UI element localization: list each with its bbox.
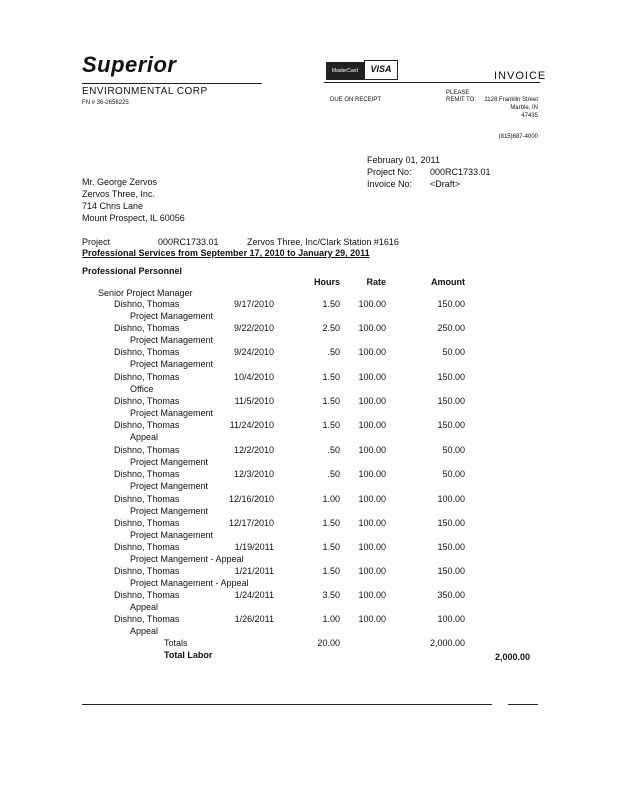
- due-on-receipt: DUE ON RECEIPT: [330, 97, 382, 103]
- project-no-label: Project No:: [367, 167, 412, 177]
- table-row: [0, 347, 618, 371]
- entry-amount: 150.00: [437, 396, 465, 406]
- phone: (815)687-4000: [498, 134, 538, 140]
- entry-desc: Appeal: [130, 626, 159, 636]
- entry-hours: 1.00: [322, 494, 340, 504]
- entry-date: 11/5/2010: [234, 396, 274, 406]
- entry-rate: 100.00: [358, 445, 386, 455]
- entry-rate: 100.00: [358, 396, 386, 406]
- project-number: 000RC1733.01: [158, 237, 219, 247]
- customer-company: Zervos Three, Inc.: [82, 189, 155, 199]
- project-no-value: 000RC1733.01: [430, 167, 491, 177]
- entry-hours: 1.50: [322, 372, 340, 382]
- entry-hours: 3.50: [322, 590, 340, 600]
- entry-desc: Project Mangement: [130, 481, 209, 491]
- entry-rate: 100.00: [358, 566, 386, 576]
- entry-date: 10/4/2010: [233, 372, 274, 382]
- entry-rate: 100.00: [358, 420, 386, 430]
- entry-amount: 50.00: [442, 469, 465, 479]
- entry-hours: .50: [327, 469, 340, 479]
- invoice-no-label: Invoice No:: [367, 179, 413, 189]
- totals-hours: 20.00: [317, 638, 340, 648]
- customer-city: Mount Prospect, IL 60056: [82, 213, 185, 223]
- entry-rate: 100.00: [358, 590, 386, 600]
- entry-rate: 100.00: [358, 469, 386, 479]
- entry-date: 1/19/2011: [234, 542, 274, 552]
- entry-amount: 100.00: [437, 494, 465, 504]
- entry-desc: Project Mangement: [130, 506, 209, 516]
- invoice-no-value: <Draft>: [430, 179, 461, 189]
- entry-rate: 100.00: [358, 614, 386, 624]
- entry-amount: 100.00: [437, 614, 465, 624]
- services-heading: Professional Services from September 17, 2010 to January 29, 2011: [82, 248, 370, 258]
- entry-date: 12/2/2010: [233, 445, 274, 455]
- entry-amount: 50.00: [442, 347, 465, 357]
- total-labor-amount: 2,000.00: [494, 652, 530, 662]
- remit-line-3: 47435: [521, 113, 538, 119]
- entry-hours: 2.50: [322, 323, 340, 333]
- table-row: [0, 566, 618, 590]
- entry-hours: 1.50: [322, 396, 340, 406]
- footer-rule-short: [508, 704, 538, 705]
- entry-amount: 150.00: [437, 372, 465, 382]
- entry-name: Dishno, Thomas: [114, 590, 180, 600]
- entry-hours: .50: [327, 445, 340, 455]
- project-description: Zervos Three, Inc/Clark Station #1616: [247, 237, 399, 247]
- logo-underline: [82, 83, 262, 84]
- table-row: [0, 518, 618, 542]
- entry-hours: 1.50: [322, 566, 340, 576]
- table-row: [0, 420, 618, 444]
- customer-street: 714 Chris Lane: [82, 201, 144, 211]
- company-division: ENVIRONMENTAL CORP: [82, 86, 208, 97]
- entry-rate: 100.00: [358, 372, 386, 382]
- remit-label-2: REMIT TO:: [446, 97, 477, 103]
- header-rule: [324, 82, 540, 83]
- entry-amount: 150.00: [437, 518, 465, 528]
- entry-date: 1/26/2011: [234, 614, 274, 624]
- role-heading: Senior Project Manager: [98, 288, 193, 298]
- mastercard-label: MasterCard: [331, 68, 359, 74]
- table-row: [0, 299, 618, 323]
- entry-amount: 150.00: [437, 542, 465, 552]
- entry-desc: Project Management - Appeal: [130, 578, 249, 588]
- entry-rate: 100.00: [358, 323, 386, 333]
- entry-name: Dishno, Thomas: [114, 396, 180, 406]
- entry-desc: Project Management: [130, 311, 214, 321]
- entry-date: 12/3/2010: [233, 469, 274, 479]
- table-row: [0, 396, 618, 420]
- total-labor-label: Total Labor: [164, 650, 213, 660]
- col-amount: Amount: [431, 277, 465, 287]
- entry-rate: 100.00: [358, 347, 386, 357]
- entry-hours: 1.00: [322, 614, 340, 624]
- entry-name: Dishno, Thomas: [114, 323, 180, 333]
- entry-name: Dishno, Thomas: [114, 542, 180, 552]
- totals-label: Totals: [164, 638, 188, 648]
- entry-date: 1/24/2011: [234, 590, 274, 600]
- entry-rate: 100.00: [358, 494, 386, 504]
- table-row: [0, 542, 618, 566]
- visa-logo-icon: [364, 60, 398, 80]
- entry-name: Dishno, Thomas: [114, 566, 180, 576]
- entry-amount: 50.00: [442, 445, 465, 455]
- entry-name: Dishno, Thomas: [114, 347, 180, 357]
- table-row: [0, 469, 618, 493]
- entry-name: Dishno, Thomas: [114, 518, 180, 528]
- entry-hours: 1.50: [322, 299, 340, 309]
- entry-rate: 100.00: [358, 542, 386, 552]
- mastercard-logo-icon: [326, 62, 364, 80]
- remit-line-1: 1128 Franklin Street: [484, 97, 538, 103]
- entry-desc: Appeal: [130, 602, 159, 612]
- entry-date: 12/17/2010: [228, 518, 274, 528]
- table-row: [0, 614, 618, 638]
- table-row: [0, 494, 618, 518]
- entry-date: 9/24/2010: [233, 347, 274, 357]
- entry-date: 12/16/2010: [228, 494, 274, 504]
- entry-rate: 100.00: [358, 299, 386, 309]
- entry-desc: Project Mangement: [130, 457, 209, 467]
- totals-amount: 2,000.00: [429, 638, 465, 648]
- col-rate: Rate: [366, 277, 386, 287]
- entry-hours: 1.50: [322, 420, 340, 430]
- entry-desc: Office: [130, 384, 154, 394]
- entry-desc: Appeal: [130, 432, 159, 442]
- entry-name: Dishno, Thomas: [114, 420, 180, 430]
- table-row: [0, 445, 618, 469]
- entry-desc: Project Management: [130, 408, 214, 418]
- remit-label-1: PLEASE: [446, 90, 470, 96]
- entry-amount: 150.00: [437, 299, 465, 309]
- col-hours: Hours: [313, 277, 340, 287]
- entry-hours: 1.50: [322, 542, 340, 552]
- project-label: Project: [82, 237, 111, 247]
- entry-date: 9/17/2010: [233, 299, 274, 309]
- table-row: [0, 323, 618, 347]
- entry-hours: 1.50: [322, 518, 340, 528]
- entry-desc: Project Management: [130, 335, 214, 345]
- invoice-date: February 01, 2011: [367, 155, 440, 165]
- entry-name: Dishno, Thomas: [114, 372, 180, 382]
- entry-date: 1/21/2011: [234, 566, 274, 576]
- entry-desc: Project Management: [130, 530, 214, 540]
- entry-name: Dishno, Thomas: [114, 469, 180, 479]
- company-fein: FN # 36-2656225: [82, 100, 129, 106]
- entry-name: Dishno, Thomas: [114, 299, 180, 309]
- entry-name: Dishno, Thomas: [114, 614, 180, 624]
- entry-date: 9/22/2010: [233, 323, 274, 333]
- remit-line-2: Marble, IN: [510, 105, 538, 111]
- invoice-title: INVOICE: [494, 70, 547, 82]
- footer-rule: [82, 704, 492, 705]
- personnel-heading: Professional Personnel: [82, 266, 183, 276]
- entry-name: Dishno, Thomas: [114, 494, 180, 504]
- entry-hours: .50: [327, 347, 340, 357]
- entry-name: Dishno, Thomas: [114, 445, 180, 455]
- entry-amount: 150.00: [437, 420, 465, 430]
- company-logo: Superior: [82, 52, 177, 77]
- entry-desc: Project Mangement - Appeal: [130, 554, 244, 564]
- entry-rate: 100.00: [358, 518, 386, 528]
- entry-date: 11/24/2010: [229, 420, 274, 430]
- entry-desc: Project Management: [130, 359, 214, 369]
- visa-label: VISA: [370, 64, 392, 74]
- entry-amount: 250.00: [437, 323, 465, 333]
- table-row: [0, 372, 618, 396]
- entry-amount: 350.00: [437, 590, 465, 600]
- customer-name: Mr. George Zervos: [82, 177, 158, 187]
- table-row: [0, 590, 618, 614]
- entry-amount: 150.00: [437, 566, 465, 576]
